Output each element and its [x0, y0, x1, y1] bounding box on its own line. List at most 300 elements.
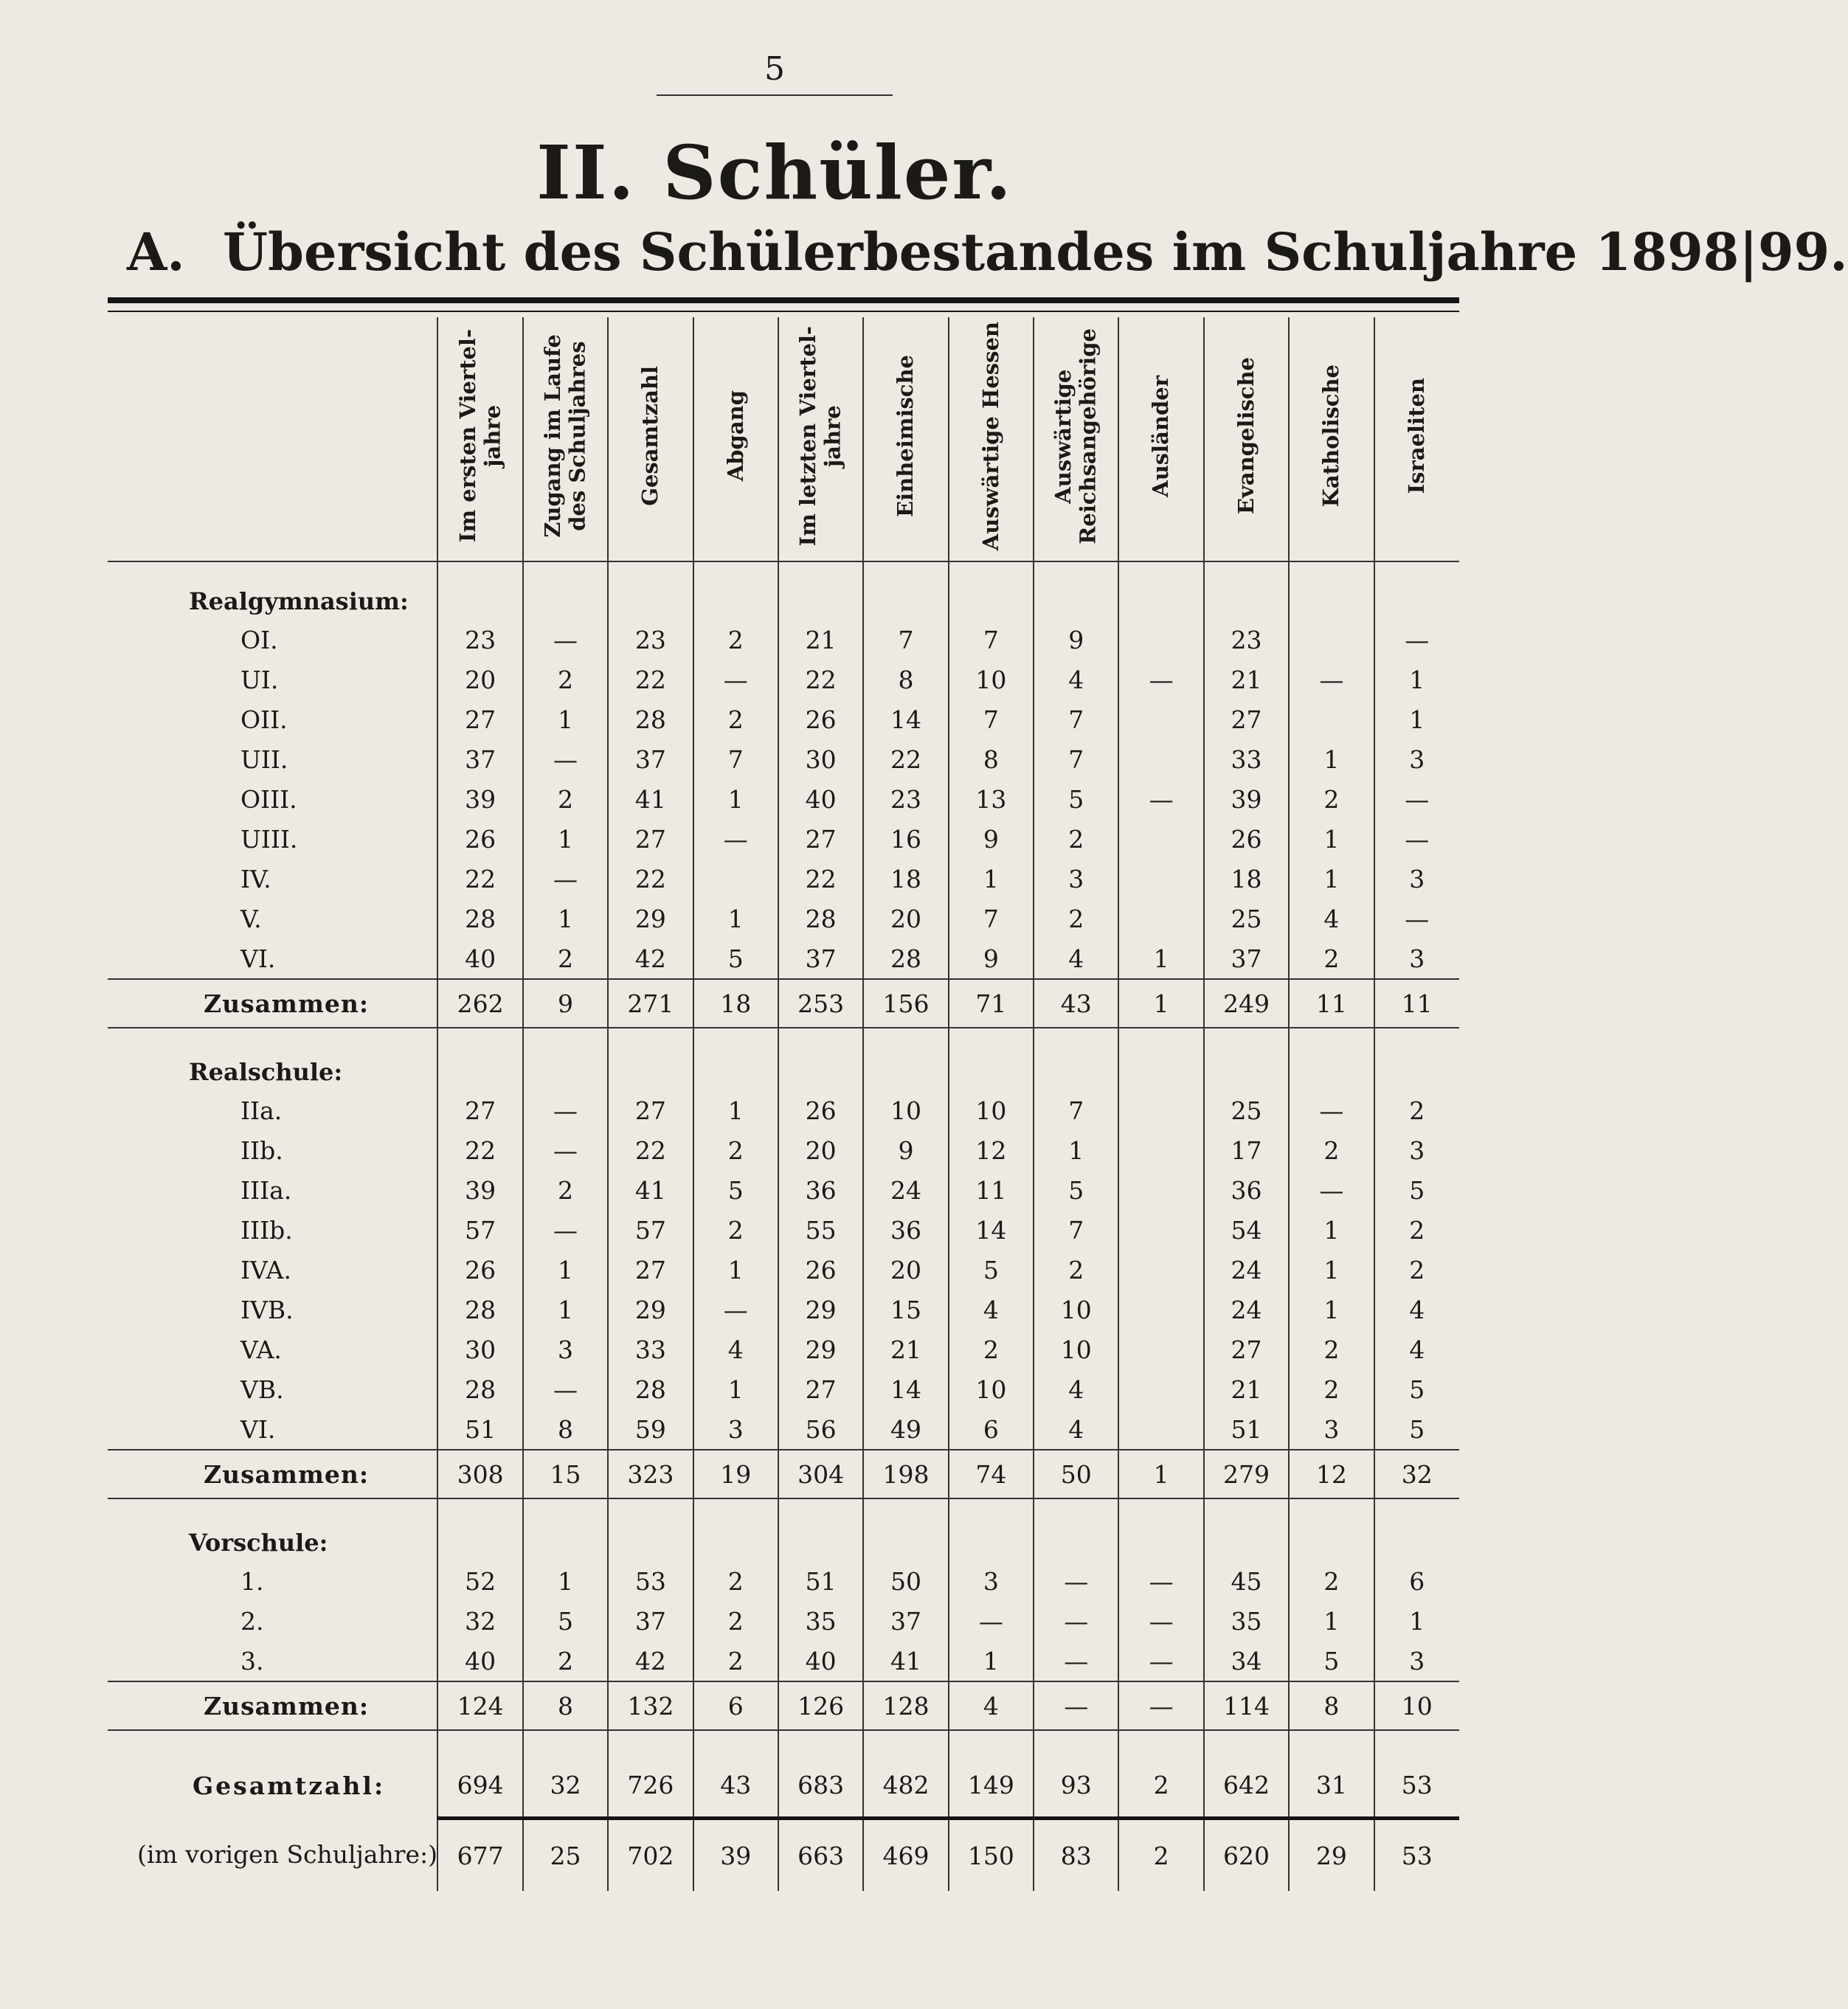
table-cell: 1: [1289, 1250, 1374, 1290]
subtotal-row: [108, 979, 1459, 1028]
table-cell: 1: [1118, 1450, 1203, 1498]
table-cell: 8: [523, 1409, 608, 1450]
heavy-rule: [108, 297, 1459, 303]
subtitle-prefix: A.: [127, 221, 185, 283]
table-cell: [523, 1498, 608, 1561]
table-cell: 7: [1034, 739, 1118, 779]
thin-rule: [108, 311, 1459, 312]
table-cell: 2: [949, 1329, 1034, 1369]
column-header-label: Abgang: [722, 390, 748, 482]
table-cell: 1: [1289, 859, 1374, 899]
table-cell: 1: [1118, 979, 1203, 1028]
table-cell: 36: [778, 1170, 863, 1210]
table-cell: [778, 1028, 863, 1090]
table-cell: [1374, 561, 1459, 620]
table-cell: 677: [437, 1819, 522, 1892]
table-cell: 2: [693, 1561, 778, 1601]
table-row: [108, 1170, 1459, 1210]
row-label: Realgymnasium:: [189, 587, 409, 615]
table-row: [108, 1130, 1459, 1170]
table-cell: 33: [1204, 739, 1289, 779]
table-cell: 14: [863, 1369, 948, 1409]
table-cell: 28: [608, 1369, 693, 1409]
table-cell: 323: [608, 1450, 693, 1498]
table-cell: 11: [1289, 979, 1374, 1028]
table-cell: 24: [1204, 1250, 1289, 1290]
table-cell: 10: [1034, 1329, 1118, 1369]
column-header-label: Im ersten Viertel- jahre: [454, 329, 505, 543]
table-cell: 2: [523, 1641, 608, 1681]
table-cell: [1289, 1730, 1374, 1753]
table-cell: 2: [1034, 819, 1118, 859]
table-cell: 22: [778, 660, 863, 699]
table-cell: [437, 1028, 522, 1090]
table-cell: 14: [863, 699, 948, 739]
table-subtitle: [127, 221, 1848, 283]
row-label: UII.: [240, 744, 288, 774]
table-cell: 50: [863, 1561, 948, 1601]
table-cell: —: [1118, 1601, 1203, 1641]
table-cell: 25: [523, 1819, 608, 1892]
table-cell: 27: [778, 819, 863, 859]
table-cell: 8: [523, 1681, 608, 1730]
table-cell: 36: [1204, 1170, 1289, 1210]
row-label: VI.: [240, 944, 276, 973]
table-cell: 42: [608, 1641, 693, 1681]
table-cell: 2: [523, 938, 608, 979]
table-cell: 37: [608, 1601, 693, 1641]
column-header: [1034, 317, 1118, 561]
table-cell: [608, 1730, 693, 1753]
table-cell: [1118, 1250, 1203, 1290]
table-cell: 1: [1289, 819, 1374, 859]
section-title: II. Schüler.: [536, 129, 1013, 216]
table-cell: 24: [1204, 1290, 1289, 1329]
table-cell: 53: [608, 1561, 693, 1601]
table-cell: [1118, 899, 1203, 938]
table-cell: 15: [863, 1290, 948, 1329]
table-cell: 8: [1289, 1681, 1374, 1730]
row-label: [108, 1730, 437, 1753]
table-cell: 1: [523, 819, 608, 859]
table-cell: 22: [608, 859, 693, 899]
table-cell: —: [523, 859, 608, 899]
table-cell: 37: [1204, 938, 1289, 979]
table-cell: 9: [949, 819, 1034, 859]
table-cell: 43: [1034, 979, 1118, 1028]
column-header-label: Gesamtzahl: [637, 366, 663, 506]
section-heading-row: [108, 1498, 1459, 1561]
table-cell: 27: [1204, 699, 1289, 739]
table-cell: —: [1289, 1170, 1374, 1210]
table-cell: 22: [863, 739, 948, 779]
table-cell: —: [1034, 1561, 1118, 1601]
table-cell: 3: [1034, 859, 1118, 899]
table-cell: 23: [608, 620, 693, 660]
table-cell: 39: [437, 1170, 522, 1210]
row-label: VB.: [240, 1375, 284, 1404]
table-cell: 2: [1118, 1753, 1203, 1819]
table-cell: 3: [693, 1409, 778, 1450]
page-number-rule: [657, 94, 893, 96]
row-label: Zusammen:: [108, 979, 437, 1028]
table-cell: 50: [1034, 1450, 1118, 1498]
table-cell: 304: [778, 1450, 863, 1498]
table-cell: 7: [949, 620, 1034, 660]
table-cell: 156: [863, 979, 948, 1028]
table-cell: 15: [523, 1450, 608, 1498]
table-cell: 4: [1289, 899, 1374, 938]
table-cell: 40: [437, 1641, 522, 1681]
row-label: IIb.: [240, 1135, 283, 1165]
table-cell: [1118, 1409, 1203, 1450]
table-cell: 35: [1204, 1601, 1289, 1641]
table-cell: [1289, 1498, 1374, 1561]
table-cell: 49: [863, 1409, 948, 1450]
table-cell: 2: [693, 1210, 778, 1250]
table-cell: 5: [693, 938, 778, 979]
table-cell: 3: [523, 1329, 608, 1369]
table-cell: 2: [1289, 1369, 1374, 1409]
table-cell: [778, 561, 863, 620]
table-cell: [1118, 739, 1203, 779]
table-cell: 41: [608, 1170, 693, 1210]
table-cell: 40: [778, 779, 863, 819]
table-cell: [693, 1028, 778, 1090]
table-cell: 5: [1374, 1170, 1459, 1210]
table-cell: [1204, 561, 1289, 620]
table-cell: [523, 561, 608, 620]
table-cell: [1204, 1028, 1289, 1090]
table-cell: 16: [863, 819, 948, 859]
table-cell: 5: [1034, 1170, 1118, 1210]
table-cell: 18: [693, 979, 778, 1028]
table-cell: [1289, 620, 1374, 660]
table-cell: 22: [608, 1130, 693, 1170]
table-cell: 1: [1034, 1130, 1118, 1170]
table-cell: [1118, 699, 1203, 739]
table-cell: 2: [523, 1170, 608, 1210]
table-cell: 7: [1034, 699, 1118, 739]
table-cell: 3: [1374, 938, 1459, 979]
table-cell: 10: [949, 660, 1034, 699]
row-label: OIII.: [240, 784, 297, 814]
table-cell: 10: [863, 1090, 948, 1130]
row-label: IIa.: [240, 1096, 283, 1125]
table-cell: 22: [608, 660, 693, 699]
table-cell: 4: [1034, 1369, 1118, 1409]
table-cell: 2: [1289, 1130, 1374, 1170]
column-header-label: Einheimische: [893, 355, 918, 517]
table-cell: 40: [437, 938, 522, 979]
table-row: [108, 1601, 1459, 1641]
table-cell: 26: [778, 1250, 863, 1290]
column-header-label: Katholische: [1318, 364, 1344, 508]
table-cell: 5: [1374, 1369, 1459, 1409]
table-cell: 12: [1289, 1450, 1374, 1498]
table-cell: 2: [693, 1130, 778, 1170]
table-cell: 32: [437, 1601, 522, 1641]
table-cell: 2: [1374, 1250, 1459, 1290]
table-cell: —: [1034, 1641, 1118, 1681]
table-cell: 51: [778, 1561, 863, 1601]
table-cell: 2: [1289, 779, 1374, 819]
table-cell: 74: [949, 1450, 1034, 1498]
table-cell: —: [1374, 620, 1459, 660]
table-cell: 124: [437, 1681, 522, 1730]
table-cell: 57: [608, 1210, 693, 1250]
table-cell: [1118, 1210, 1203, 1250]
column-header: [1289, 317, 1374, 561]
table-cell: 2: [1034, 1250, 1118, 1290]
table-cell: —: [523, 1130, 608, 1170]
table-cell: 4: [1034, 1409, 1118, 1450]
table-cell: 93: [1034, 1753, 1118, 1819]
table-cell: 39: [437, 779, 522, 819]
table-cell: 3: [1289, 1409, 1374, 1450]
table-cell: 7: [949, 699, 1034, 739]
table-cell: 128: [863, 1681, 948, 1730]
table-cell: 150: [949, 1819, 1034, 1892]
table-cell: —: [523, 620, 608, 660]
table-cell: 7: [1034, 1210, 1118, 1250]
section-heading-row: [108, 1028, 1459, 1090]
column-header-label: Ausländer: [1148, 375, 1174, 497]
table-cell: —: [523, 1369, 608, 1409]
table-cell: 59: [608, 1409, 693, 1450]
table-cell: 4: [1374, 1290, 1459, 1329]
column-header: [437, 317, 522, 561]
table-cell: 29: [778, 1329, 863, 1369]
row-label: OII.: [240, 705, 288, 734]
column-header-label: Auswärtige Reichsangehörige: [1051, 328, 1101, 544]
table-cell: 1: [1289, 1290, 1374, 1329]
table-cell: 1: [949, 1641, 1034, 1681]
table-cell: 20: [437, 660, 522, 699]
table-cell: 308: [437, 1450, 522, 1498]
table-cell: [1034, 1730, 1118, 1753]
table-cell: 253: [778, 979, 863, 1028]
table-cell: 22: [437, 1130, 522, 1170]
table-cell: 31: [1289, 1753, 1374, 1819]
column-header: [1204, 317, 1289, 561]
table-cell: [1118, 1329, 1203, 1369]
table-cell: [863, 1730, 948, 1753]
table-cell: 2: [1034, 899, 1118, 938]
row-label: V.: [240, 904, 262, 933]
table-cell: 2: [693, 620, 778, 660]
table-cell: [778, 1730, 863, 1753]
table-cell: 694: [437, 1753, 522, 1819]
table-cell: 12: [949, 1130, 1034, 1170]
table-cell: [693, 561, 778, 620]
table-cell: 132: [608, 1681, 693, 1730]
table-cell: [693, 1730, 778, 1753]
table-cell: [523, 1028, 608, 1090]
table-cell: 7: [949, 899, 1034, 938]
table-cell: 9: [863, 1130, 948, 1170]
row-label: Vorschule:: [189, 1529, 328, 1557]
table-cell: 27: [608, 819, 693, 859]
table-cell: 1: [523, 1250, 608, 1290]
table-cell: [778, 1498, 863, 1561]
table-cell: 10: [1034, 1290, 1118, 1329]
table-cell: 2: [693, 699, 778, 739]
table-cell: —: [693, 819, 778, 859]
table-cell: [949, 1498, 1034, 1561]
table-cell: [863, 561, 948, 620]
table-cell: —: [1118, 660, 1203, 699]
table-cell: 53: [1374, 1753, 1459, 1819]
table-cell: 1: [693, 1250, 778, 1290]
table-cell: —: [1374, 779, 1459, 819]
page-number: 5: [764, 50, 785, 88]
table-row: [108, 1290, 1459, 1329]
table-cell: —: [949, 1601, 1034, 1641]
table-cell: 1: [523, 1290, 608, 1329]
table-cell: 26: [778, 1090, 863, 1130]
subtotal-row: [108, 1450, 1459, 1498]
table-cell: —: [693, 1290, 778, 1329]
table-cell: 149: [949, 1753, 1034, 1819]
table-cell: 1: [693, 899, 778, 938]
table-cell: 28: [863, 938, 948, 979]
table-cell: 18: [1204, 859, 1289, 899]
table-row: [108, 1561, 1459, 1601]
table-cell: 83: [1034, 1819, 1118, 1892]
table-cell: —: [1289, 660, 1374, 699]
table-cell: [1118, 1170, 1203, 1210]
table-cell: 10: [949, 1090, 1034, 1130]
table-cell: —: [1118, 1561, 1203, 1601]
table-cell: 620: [1204, 1819, 1289, 1892]
row-label: OI.: [240, 625, 278, 654]
table-cell: 14: [949, 1210, 1034, 1250]
column-header: [863, 317, 948, 561]
table-cell: 1: [1374, 1601, 1459, 1641]
table-cell: [863, 1498, 948, 1561]
table-cell: 28: [778, 899, 863, 938]
table-cell: 30: [437, 1329, 522, 1369]
table-cell: [1374, 1498, 1459, 1561]
row-label: Zusammen:: [108, 1450, 437, 1498]
table-cell: [608, 1028, 693, 1090]
table-cell: 37: [863, 1601, 948, 1641]
table-cell: —: [1374, 899, 1459, 938]
table-row: [108, 859, 1459, 899]
previous-year-row: [108, 1819, 1459, 1892]
column-header: [949, 317, 1034, 561]
subtitle-text: Übersicht des Schülerbestandes im Schuljahre 1898|99.: [223, 221, 1848, 283]
row-label: Zusammen:: [108, 1681, 437, 1730]
table-cell: [1034, 1498, 1118, 1561]
table-cell: 3: [1374, 1130, 1459, 1170]
table-cell: 3: [1374, 859, 1459, 899]
table-row: [108, 1369, 1459, 1409]
table-cell: 126: [778, 1681, 863, 1730]
table-cell: 29: [608, 1290, 693, 1329]
table-row: [108, 739, 1459, 779]
table-cell: [437, 1498, 522, 1561]
table-cell: [1118, 1290, 1203, 1329]
table-cell: 2: [1374, 1090, 1459, 1130]
table-row: [108, 660, 1459, 699]
table-cell: 114: [1204, 1681, 1289, 1730]
table-cell: [1118, 819, 1203, 859]
table-cell: 1: [693, 1090, 778, 1130]
table-cell: [693, 859, 778, 899]
table-cell: [1118, 620, 1203, 660]
column-header-label: Israeliten: [1404, 378, 1430, 494]
table-cell: [1118, 1369, 1203, 1409]
table-cell: 39: [1204, 779, 1289, 819]
table-cell: [1289, 699, 1374, 739]
table-cell: [1374, 1028, 1459, 1090]
row-label: IVA.: [240, 1255, 291, 1284]
table-cell: 13: [949, 779, 1034, 819]
table-row: [108, 899, 1459, 938]
table-cell: 2: [693, 1641, 778, 1681]
table-cell: 28: [608, 699, 693, 739]
table-cell: 32: [523, 1753, 608, 1819]
table-cell: 726: [608, 1753, 693, 1819]
table-cell: 3: [1374, 1641, 1459, 1681]
table-row: [108, 779, 1459, 819]
table-cell: 6: [1374, 1561, 1459, 1601]
table-cell: —: [523, 1090, 608, 1130]
subtotal-row: [108, 1681, 1459, 1730]
table-cell: 5: [693, 1170, 778, 1210]
table-cell: 26: [437, 1250, 522, 1290]
table-cell: 18: [863, 859, 948, 899]
column-header: [1374, 317, 1459, 561]
table-cell: [1034, 1028, 1118, 1090]
table-cell: —: [1118, 1681, 1203, 1730]
table-cell: —: [1034, 1601, 1118, 1641]
table-cell: 2: [1374, 1210, 1459, 1250]
table-cell: 37: [608, 739, 693, 779]
table-cell: 271: [608, 979, 693, 1028]
table-cell: 34: [1204, 1641, 1289, 1681]
table-cell: 10: [1374, 1681, 1459, 1730]
table-cell: 3: [1374, 739, 1459, 779]
table-row: [108, 620, 1459, 660]
table-cell: [1204, 1730, 1289, 1753]
table-cell: 9: [1034, 620, 1118, 660]
table-cell: 25: [1204, 1090, 1289, 1130]
table-cell: 28: [437, 899, 522, 938]
table-cell: 5: [1374, 1409, 1459, 1450]
table-cell: 702: [608, 1819, 693, 1892]
table-cell: 5: [523, 1601, 608, 1641]
table-cell: 45: [1204, 1561, 1289, 1601]
table-cell: 27: [608, 1090, 693, 1130]
table-cell: —: [523, 1210, 608, 1250]
table-cell: 19: [693, 1450, 778, 1498]
table-cell: 35: [778, 1601, 863, 1641]
table-cell: 21: [863, 1329, 948, 1369]
table-row: [108, 1641, 1459, 1681]
table-row: [108, 699, 1459, 739]
table-cell: 1: [1289, 1601, 1374, 1641]
table-cell: [608, 561, 693, 620]
table-cell: 22: [437, 859, 522, 899]
table-cell: 198: [863, 1450, 948, 1498]
table-cell: —: [1118, 1641, 1203, 1681]
table-cell: 27: [778, 1369, 863, 1409]
table-cell: 28: [437, 1290, 522, 1329]
table-cell: 52: [437, 1561, 522, 1601]
